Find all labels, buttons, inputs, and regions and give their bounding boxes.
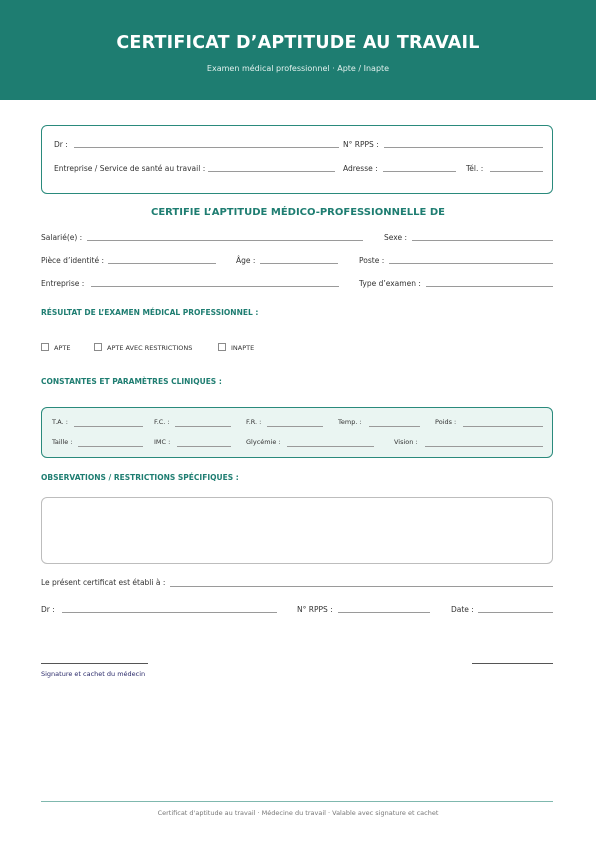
result-heading: RÉSULTAT DE L’EXAMEN MÉDICAL PROFESSIONNEL : [41,308,259,317]
vision-field[interactable] [425,446,543,447]
fr-field[interactable] [267,426,323,427]
inapte-label: INAPTE [231,344,255,352]
entreprise-service-field[interactable] [208,171,335,172]
vitals-box [41,407,553,458]
observations-textarea[interactable] [41,497,553,564]
rpps-field[interactable] [384,147,543,148]
signature-caption: Signature et cachet du médecin [41,670,146,678]
piece-identite-field[interactable] [108,263,216,264]
date-label: Date : [451,605,474,614]
apte-restrictions-checkbox[interactable] [94,343,102,351]
rpps-label: N° RPPS : [343,140,379,149]
observations-heading: OBSERVATIONS / RESTRICTIONS SPÉCIFIQUES : [41,473,239,482]
etabli-field[interactable] [170,586,553,587]
doctor-info-box [41,125,553,194]
temp-field[interactable] [369,426,420,427]
apte-restrictions-label: APTE AVEC RESTRICTIONS [107,344,193,352]
taille-label: Taille : [52,438,73,446]
salarie-field[interactable] [87,240,363,241]
closing-dr-field[interactable] [62,612,277,613]
imc-field[interactable] [177,446,231,447]
date-field[interactable] [478,612,553,613]
taille-field[interactable] [78,446,143,447]
ta-label: T.A. : [52,418,68,426]
footer-text: Certificat d'aptitude au travail · Médecine du travail · Valable avec signature et cachet [157,809,439,817]
apte-label: APTE [54,344,71,352]
certifie-heading: CERTIFIE L’APTITUDE MÉDICO-PROFESSIONNELLE DE [151,207,445,218]
poids-label: Poids : [435,418,457,426]
sexe-field[interactable] [412,240,553,241]
imc-label: IMC : [154,438,171,446]
adresse-field[interactable] [383,171,456,172]
entreprise-field[interactable] [91,286,339,287]
glycemie-field[interactable] [287,446,374,447]
poids-field[interactable] [463,426,543,427]
entreprise-label: Entreprise : [41,279,85,288]
age-field[interactable] [260,263,338,264]
type-examen-field[interactable] [426,286,553,287]
ta-field[interactable] [74,426,143,427]
tel-label: Tél. : [466,164,484,173]
inapte-checkbox[interactable] [218,343,226,351]
fc-field[interactable] [175,426,231,427]
etabli-label: Le présent certificat est établi à : [41,578,166,587]
vitals-heading: CONSTANTES ET PARAMÈTRES CLINIQUES : [41,377,222,386]
stamp-line[interactable] [472,663,553,664]
tel-field[interactable] [490,171,543,172]
salarie-label: Salarié(e) : [41,233,83,242]
fc-label: F.C. : [154,418,170,426]
poste-field[interactable] [389,263,553,264]
type-examen-label: Type d’examen : [359,279,421,288]
piece-identite-label: Pièce d’identité : [41,256,105,265]
poste-label: Poste : [359,256,385,265]
sexe-label: Sexe : [384,233,407,242]
age-label: Âge : [236,256,256,265]
apte-checkbox[interactable] [41,343,49,351]
fr-label: F.R. : [246,418,262,426]
closing-dr-label: Dr : [41,605,55,614]
footer-divider [41,801,553,802]
signature-line[interactable] [41,663,148,664]
page-subtitle: Examen médical professionnel · Apte / Inapte [206,64,390,73]
adresse-label: Adresse : [343,164,378,173]
dr-field[interactable] [74,147,339,148]
entreprise-service-label: Entreprise / Service de santé au travail : [54,164,206,173]
vision-label: Vision : [394,438,418,446]
glycemie-label: Glycémie : [246,438,281,446]
closing-rpps-label: N° RPPS : [297,605,333,614]
page-title: CERTIFICAT D’APTITUDE AU TRAVAIL [116,33,480,53]
closing-rpps-field[interactable] [338,612,430,613]
dr-label: Dr : [54,140,68,149]
temp-label: Temp. : [338,418,362,426]
